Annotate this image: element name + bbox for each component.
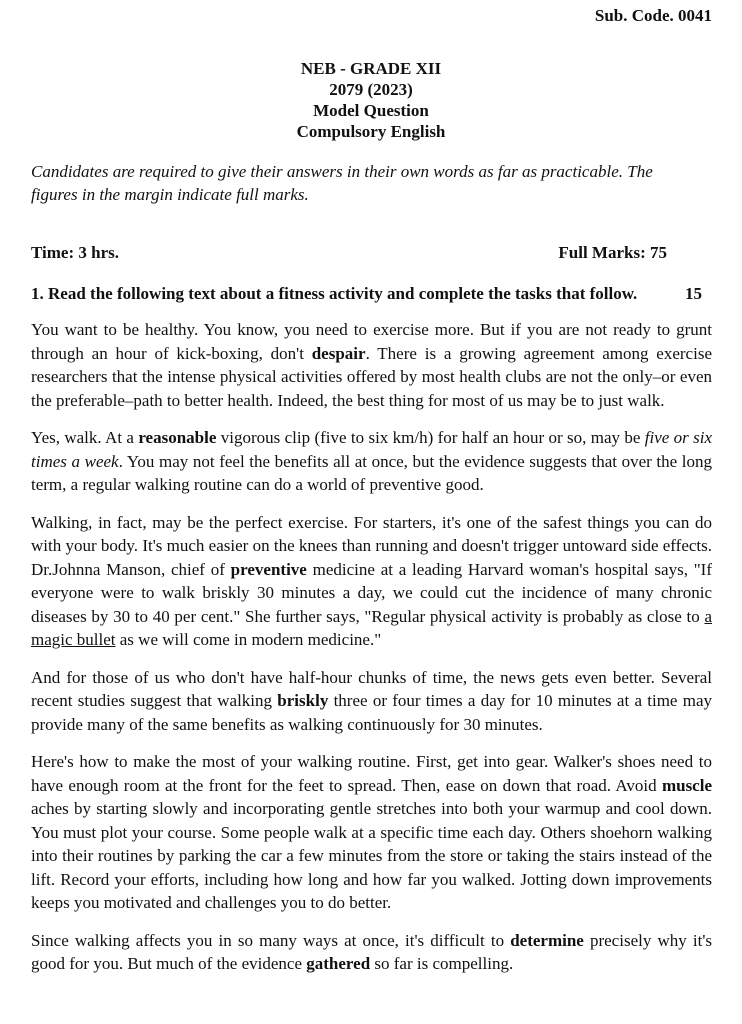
exam-meta	[31, 243, 667, 263]
text: Yes, walk. At a	[31, 428, 139, 447]
paragraph-3	[31, 511, 712, 652]
subject-code: Sub. Code. 0041	[594, 6, 712, 25]
exam-header	[0, 58, 742, 142]
text: medicine at a leading Harvard woman's hospital says, "If everyone were to walk briskly 30 minutes a day, we could cut the incidence of many chronic diseases by 30 to 40 per cent." She further says, "Regular physical activity is probably as close to	[31, 559, 712, 626]
italic-text: five or six times a week	[31, 428, 712, 471]
question-marks: 15	[685, 284, 702, 303]
time-allowed: Time: 3 hrs.	[31, 243, 119, 262]
paragraph-5	[31, 750, 712, 915]
vocab-word: briskly	[277, 691, 329, 710]
text: You want to be healthy. You know, you need to exercise more. But if you are not ready to grunt through an hour of kick-boxing, don't	[31, 320, 712, 363]
text: vigorous clip (five to six km/h) for half an hour or so, may be	[216, 428, 645, 447]
vocab-word: gathered	[306, 954, 371, 973]
vocab-word: preventive	[230, 559, 307, 579]
text: . You may not feel the benefits all at once, but the evidence suggests that over the long term, a regular walking routine can do a world of preventive good.	[31, 451, 713, 494]
vocab-word: reasonable	[138, 428, 217, 447]
text: And for those of us who don't have half-hour chunks of time, the news gets even better. Several recent studies suggest that walking	[31, 667, 712, 710]
text: so far is compelling.	[370, 954, 514, 973]
vocab-word: muscle	[661, 775, 712, 795]
text: Here's how to make the most of your walking routine. First, get into gear. Walker's shoes need to have enough room at the front for the feet to spread. Then, ease on down that road. Avoid	[31, 752, 712, 795]
text: precisely why it's good for you. But much of the evidence	[31, 930, 713, 973]
question-1	[31, 284, 702, 304]
vocab-word: despair	[311, 343, 366, 363]
text: . There is a growing agreement among exercise researchers that the intense physical activities offered by most health clubs are not the only–or even the preferable–path to better health. Indeed, the best thing for most of us may be to just walk.	[31, 343, 712, 410]
vocab-word: determine	[510, 930, 584, 950]
header-subject: Compulsory English	[296, 122, 446, 141]
underlined-phrase: a magic bullet	[31, 606, 712, 649]
header-grade: NEB - GRADE XII	[300, 59, 442, 78]
text: Walking, in fact, may be the perfect exercise. For starters, it's one of the safest things you can do with your body. It's much easier on the knees than running and doesn't trigger untoward side effects. Dr.Johnna Manson, chief of	[31, 512, 712, 579]
paragraph-6	[31, 929, 712, 976]
question-text: 1. Read the following text about a fitness activity and complete the tasks that follow.	[31, 284, 638, 303]
header-type: Model Question	[313, 101, 429, 120]
instructions: Candidates are required to give their answers in their own words as far as practicable. The figures in the margin indicate full marks.	[31, 162, 653, 204]
text: three or four times a day for 10 minutes at a time may provide many of the same benefits as walking continuously for 30 minutes.	[31, 691, 712, 734]
full-marks: Full Marks: 75	[558, 243, 667, 262]
header-year: 2079 (2023)	[329, 80, 413, 99]
paragraph-1	[31, 318, 712, 412]
reading-passage	[31, 318, 712, 990]
paragraph-2	[31, 426, 712, 497]
text: Since walking affects you in so many ways at once, it's difficult to	[31, 930, 511, 950]
text: aches by starting slowly and incorporating gentle stretches into both your warmup and cool down. You must plot your course. Some people walk at a specific time each day. Others shoehorn walking into their routines by parking the car a few minutes from the store or taking the stairs instead of the lift. Record your efforts, including how long and how far you walked. Jotting down improvements keeps you motivated and challenges you to do better.	[31, 799, 712, 912]
paragraph-4	[31, 666, 712, 737]
text: as we will come in modern medicine."	[115, 630, 382, 649]
